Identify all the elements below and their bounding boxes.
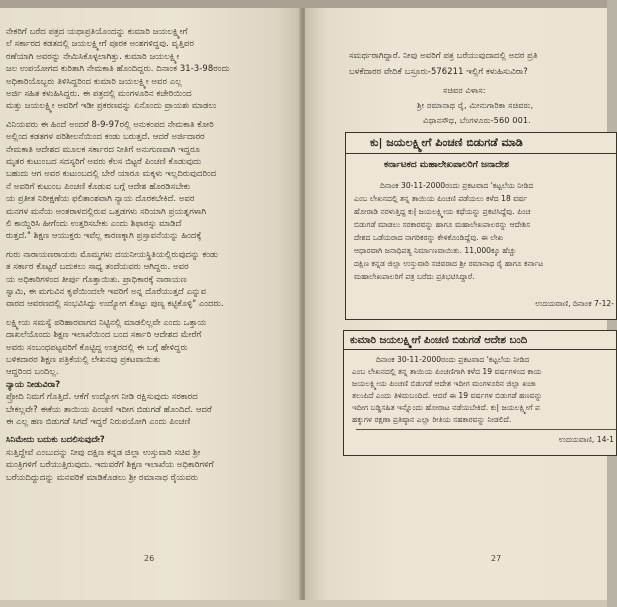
clipping-1-line: ಮಹಾಲೇಖಪಾಲರಿಗೆ ಪತ್ರ ಬರೆದು ಪ್ರತಿಭಟಿಸಿದ್ದಾರೆ. (354, 272, 475, 281)
body-text-line: ಮನಗಳ ಮನೆಯ ಅಂತರಾಳದಲ್ಲಿರುವ ಒತ್ತಡಗಳು ಸರಿಯಾಗಿ ಪ್ರಯತ್ನಗಳಾಗಿ (6, 205, 207, 216)
body-text-line: ವಾರದ ಆವರಣದಲ್ಲಿ ಸಂಭವಿಸಿದ್ದು ಉದ್ಯೋಗ ಕೊಟ್ಟು ಪುಣ್ಯ ಕಟ್ಟಿಕೊಳ್ಳಿ" ಎಂದರು. (6, 298, 224, 309)
address-place: ವಿಧಾನಸೌಧ, ಬೆಂಗಳೂರು-560 001. (423, 115, 531, 125)
body-text-line: ತ ಸರ್ಕಾರ ಕೊಟ್ಟರೆ ಬದುಕಲು ಸಾಧ್ಯ ತಂದೆಯವರು ಆಗಿದ್ದರು. ಅವರ (6, 261, 189, 272)
body-text-line: ಗುರು ನಾರಾಯಣರಾಯರು ಮೊಮ್ಮಗಳು ದಯನೀಯಸ್ಥಿತಿಯಲ್ಲಿರುವುದನ್ನು ಕಂಡು (6, 248, 218, 259)
body-text-line: ಪ್ರೋದಿ ನಿಮಗೆ ಗೊತ್ತಿದೆ. ಆಕೆಗೆ ಉದ್ಯೋಗ ನೀಡಿ ರಕ್ಷಿಸುವುದು ಸರಕಾರದ (6, 391, 198, 402)
clipping-2-source: ಉದಯವಾಣಿ, 14-1 (558, 435, 614, 444)
clipping-1-line: ಆಧಾರವಾಗಿ ಜನಾಧಿಪತ್ಯ ನಿರ್ಮಾಣವಾಯಿತು. 11,000ಕ್ಕೂ ಹೆಚ್ಚು (354, 246, 517, 255)
right-page-number: 27 (491, 554, 502, 563)
body-text-line: ದಾಖಲೆಯೊಂದು ಶಿಕ್ಷಣ ಇಲಾಖೆಯಿಂದ ಬಂದ ಸರ್ಕಾರಿ ಆದೇಶದ ಮೇರೆಗೆ (6, 329, 202, 340)
body-text-line: ನೇಮಕಾತಿ ಆದೇಶದ ಮೂಲಕ ಸರ್ಕಾರದ ನೀತಿಗೆ ಅನುಗುಣವಾಗಿ ಇದ್ದರೂ (6, 143, 200, 154)
clipping-1-line: ದೇಶದ ಒಡೆಯರಾದ ನಾಗರಿಕರನ್ನು ಕೇಳಿಕೊಂಡಿದ್ದೆವು. ಈ ಲೇಖ (354, 233, 504, 242)
clipping-1-line: ಹೋರಾಡಿ ನರಳುತ್ತಿದ್ದ ಕು| ಜಯಲಕ್ಷ್ಮೀಯ ಕಥೆಯನ್ನು ಪ್ರಕಟಿಸಿದ್ದೆವು. ಪಿಂಚ (354, 207, 531, 216)
clipping-2-line: ಇದೀಗ ಬಡ್ಡಿಸಹಿತ ಇನ್ನೊಂದು ಹೋರಾಟ ನಡೆಯಬೇಕಿದೆ. ಕು| ಜಯಲಕ್ಷ್ಮೀಗೆ ಪ (352, 403, 540, 412)
body-text-line: ಅರ್ಜಿ ಸಹಿತ ಕಳುಹಿಸಿದ್ದರು. ಈ ಪತ್ರದಲ್ಲಿ ಮಂಗಳೂರಿನ ಕಚೇರಿಯಿಂದ (6, 88, 192, 98)
body-text-line: ನೇಕರಿಗೆ ಬರೆದ ಪತ್ರದ ಯಥಾಪ್ರತಿಯೊಂದನ್ನು ಕುಮಾರಿ ಜಯಲಕ್ಷ್ಮೀಗೆ (6, 26, 188, 36)
body-text-line: ಅಲ್ಲಿಂದ ಕಡತಗಳ ಪರಿಶೀಲನೆಯಿಂದ ಕಂಡು ಬರುತ್ತದೆ. ಆದರೆ ಅರ್ಜಿದಾರರ (6, 131, 205, 142)
body-text-line: ಸ್ವಾಮಿ, ಈ ಮಗುವಿನ ಕೃಪೆಯಿಂದಲೇ ಇವರಿಗೆ ಅನ್ನ ದೊರೆಯುತ್ತದೆ ಎನ್ನುವ (6, 286, 207, 296)
news-clipping-1 (345, 132, 617, 320)
clipping-2-line: ಜಯಲಕ್ಷ್ಮೀಯ ಪಿಂಚಣಿ ಬಿಡುಗಡೆ ಆದೇಶ ಇದೀಗ ಮಂಗಳೂರಿನ ಜಿಲ್ಲಾ ಖಜಾ (352, 379, 536, 388)
body-text-line: ರಣೆಯಾಗಿ ಅವರನ್ನು ನೇಮಿಸಿಕೊಳ್ಳಲಾಗಿತ್ತು. ಕುಮಾರಿ ಜಯಲಕ್ಷ್ಮೀ (6, 50, 180, 61)
clipping-1-line: ಎಂಬ ಲೇಖನದಲ್ಲಿ ತನ್ನ ತಾಯಿಯ ಪಿಂಚಣಿ ಪಡೆಯಲು ಕಳೆದ 18 ವರ್ಷ (354, 194, 528, 203)
news-clipping-2 (343, 330, 617, 456)
clipping-2-line: ಹಕ್ಕುಗಳ ರಕ್ಷಣಾ ಪ್ರತಿಷ್ಠಾನ ಎಲ್ಲಾ ರೀತಿಯ ಸಹಕಾರವನ್ನು ನೀಡಲಿದೆ. (352, 415, 512, 424)
body-text-line: ಬಹುದು ಆಗ ಅವರ ಕುಟುಂಬದಲ್ಲಿ ಬೇರೆ ಯಾರೂ ಮಕ್ಕಳು ಇಲ್ಲದಿರುವುದರಿಂದ (6, 168, 217, 179)
body-text-line: ವಿನಿಯವರು ಈ ಹಿಂದೆ ಅಂದರೆ 8-9-97ರಲ್ಲಿ ಅನುಕಂಪದ ನೇಮಕಾತಿ ಕೋರಿ (6, 118, 214, 129)
body-text-line: ಸಿನಿಮೇದು ಬದುಕು ಬದಲಿಸುವುದೇ? (6, 434, 105, 445)
clipping-1-headline: ಕು| ಜಯಲಕ್ಷ್ಮೀಗೆ ಪಿಂಚಣಿ ಬಿಡುಗಡೆ ಮಾಡಿ (346, 133, 616, 154)
address-name: ಶ್ರೀ ರಮಾನಾಥ ರೈ, ಮೀನುಗಾರಿಕಾ ಸಚಿವರು, (417, 100, 534, 110)
clipping-2-line: ಎಂಬ ಲೇಖನದಲ್ಲಿ ತನ್ನ ತಾಯಿಯ ಪಿಂಚಣಿಗಾಗಿ ಕಳೆದ 19 ವರ್ಷಗಳಿಂದ ಕಾಯ (352, 367, 542, 376)
body-text-line: ರುತ್ತದೆ." ಶಿಕ್ಷಣ ಆಯುಕ್ತರು ಇವೆಲ್ಲ ಕಾರಣಕ್ಕಾಗಿ ಪ್ರಸ್ತಾವನೆಯನ್ನು ಹಿಂದಕ್ಕೆ (6, 230, 202, 241)
body-text-line: ಜಲ ಉಪಯೋಗದ ಕುರಿತಾಗಿ ನೇಮಕಾತಿ ಹೊಂದಿದ್ದರು. ದಿನಾಂಕ 31-3-98ರಂದು (6, 63, 230, 74)
body-text-line: ಮತ್ತು ಜಯಲಕ್ಷ್ಮೀ ಅವರಿಗೆ ಇಡೀ ಪ್ರಕರಣವನ್ನು ಏನೊಂದು ಪ್ರಾಯಶಃ ಮಾಡಲು (6, 100, 217, 111)
clipping-2-headline: ಕುಮಾರಿ ಜಯಲಕ್ಷ್ಮೀಗೆ ಪಿಂಚಣಿ ಬಿಡುಗಡೆ ಆದೇಶ ಬಂದಿ (344, 331, 616, 350)
body-text-line: ಬಳಿಕದಾರರ ಶಿಕ್ಷಣ ಪತ್ರಿಕೆಯಲ್ಲಿ ಲೇಖನವು ಪ್ರಕಟವಾಯಿತು (6, 354, 161, 364)
body-text-line: ನೆ ಅವರಿಗೆ ಕುಟುಂಬ ಪಿಂಚಣಿ ಕೊಡುವ ಬಗ್ಗೆ ಆದೇಶ ಹೊರಡಿಸಬೇಕು (6, 180, 191, 191)
left-page (0, 8, 301, 600)
clipping-1-subheadline: ಕರ್ನಾಟಕದ ಮಹಾಲೇಖಪಾಲರಿಗೆ ಜನಾದೇಶ (384, 160, 509, 170)
address-label: ಸಚಿವರ ವಿಳಾಸ: (443, 85, 486, 95)
body-text-line: ಬರೆಯದಿದ್ದುದನ್ನು ಮನವರಿಕೆ ಮಾಡಿಕೊಡಲು ಶ್ರೀ ರಮಾನಾಥ ರೈಯವರು (6, 471, 199, 482)
clipping-1-source: ಉದಯವಾಣಿ, ದಿನಾಂಕ 7-12- (535, 299, 614, 308)
clipping-1-line: ದಿನಾಂಕ 30-11-2000ರಂದು ಪ್ರಕಟವಾದ 'ಕಟ್ಟಲೆಯ ನೀಡಿದ (380, 181, 534, 190)
intro-line: ಬಳಕೆದಾರರ ವೇದಿಕೆ ಬಸ್ರೂರು-576211 ಇಲ್ಲಿಗೆ ಕಳುಹಿಸುವಿರಾ? (349, 66, 528, 76)
body-text-line: ಯ ಅಧಿಕಾರಿಗಳಿಂದ ತೀರ್ಪು ಗೊತ್ತಾಯಿತು. ಪ್ರಾಧಿಕಾರಕ್ಕೆ ನಾರಾಯಣ (6, 273, 187, 284)
clipping-2-line: ದಿನಾಂಕ 30-11-2000ರಂದು ಪ್ರಕಟವಾದ 'ಕಟ್ಟಲೆಯ ನೀಡಿದ (376, 355, 530, 364)
body-text-line: ಲಕ್ಷ್ಮೀಯ ಸಮಸ್ಯೆ ಪರಿಹಾರವಾಗದ ನಿಟ್ಟಿನಲ್ಲಿ ಮಾಡಲಿಲ್ಲವೇ ಎಂದು ಒತ್ತಾಯ (6, 316, 207, 327)
body-text-line: ಅಧಿಕಾರಿಯೊಬ್ಬರು ತಿಳಿಸಿದ್ದರಿಂದ ಕುಮಾರಿ ಜಯಲಕ್ಷ್ಮೀ ಅವರ ಎಲ್ಲ (6, 75, 182, 86)
body-text-line: ಮೃತರ ಕುಟುಂಬದ ಸದಸ್ಯರಿಗೆ ಅವರು ಕೆಲಸ ಬಿಟ್ಟರೆ ಪಿಂಚಣಿ ಕೊಡುವುದು (6, 156, 202, 166)
clipping-2-divider (356, 429, 616, 430)
clipping-1-line: ದಕ್ಷಿಣ ಕನ್ನಡ ಜಿಲ್ಲಾ ಉಸ್ತುವಾರಿ ಸಚಿವರಾದ ಶ್ರೀ ರಮಾನಾಥ ರೈ ಹಾಗೂ ಕರ್ನಾಟ (354, 259, 544, 268)
intro-line: ಸಮರ್ಥರಾಗಿದ್ದಾರೆ. ನೀವು ಅವರಿಗೆ ಪತ್ರ ಬರೆಯುವುದಾದಲ್ಲಿ ಅದರ ಪ್ರತಿ (349, 50, 538, 60)
body-text-line: ಲಿ ಕಾಯ್ದಿರಿಸಿ ಹೀಗೆಂದು ಉತ್ತರಿಸಬೇಕು ಎಂದು ಶಿಫಾರಸ್ಸು ಮಾಡಿದೆ (6, 218, 182, 228)
body-text-line: ಲೆ ಸರ್ಕಾರದ ಕಡತದಲ್ಲಿ ಜಯಲಕ್ಷ್ಮೀಗೆ ಪೂರಕ ಅಂಶಗಳಿದ್ದವು. ವೃತ್ತಿಪರ (6, 38, 194, 49)
body-text-line: ಅವರು ಸಂಬಂಧಪಟ್ಟವರಿಗೆ ಕೊಟ್ಟಿದ್ದ ಉತ್ತರದಲ್ಲಿ ಈ ಬಗ್ಗೆ ಹೇಳಿದ್ದರು (6, 341, 188, 352)
body-text-line: ಯ ಪ್ರತೀತ ನಿರೀಕ್ಷಣೆಯ ಫಲಿತಾಂಶವಾಗಿ ನ್ಯಾಯ ದೊರಕಬೇಕಿದೆ. ಅವರ (6, 193, 195, 204)
body-text-line: ಮಂತ್ರಿಗಳಿಗೆ ಬರೆಯುತ್ತಿರುವುದು. ಇದುವರೆಗೆ ಶಿಕ್ಷಣ ಇಲಾಖೆಯ ಅಧಿಕಾರಿಗಳಿಗೆ (6, 459, 214, 470)
clipping-2-line: ತಲುಪಿದೆ ಎಂದು ತಿಳಿದುಬಂದಿದೆ. ಆದರೆ ಈ 19 ವರ್ಷಗಳ ಬಿಡುಗಡೆ ಹಣವನ್ನು (352, 391, 543, 400)
body-text-line: ಆದ್ದರಿಂದ ಬಂದಿಲ್ಲ. (6, 366, 59, 377)
left-page-number: 26 (144, 554, 155, 563)
body-text-line: ಈ ಎಲ್ಲ ಹಣ ಬಿಡುಗಡೆ ಸಿಗದೆ ಇದ್ದರೆ ನಿರುಪಯೋಗಿ ಎಂದು ಪಿಂಚಣಿ (6, 416, 191, 426)
body-text-line: ನ್ಯಾಯ ನೀಡುವಿರಾ? (6, 378, 61, 389)
body-text-line: ಬೇಕಲ್ಲವೇ? ಈಕೆಯ ತಾಯಿಯ ಪಿಂಚಣಿ ಇದೀಗ ಬಿಡುಗಡೆ ಹೊಂದಿದೆ. ಆದರೆ (6, 403, 212, 414)
clipping-1-line: ಬಿಡುಗಡೆ ಮಾಡಲು ಸರಕಾರವನ್ನು ಹಾಗೂ ಮಹಾಲೇಖಪಾಲರನ್ನು ಆದೇಶಿಸ (354, 220, 531, 229)
body-text-line: ಸುತ್ತಿದ್ದೇವೆ ಎಂಬುದನ್ನು ನೀವು ದಕ್ಷಿಣ ಕನ್ನಡ ಜಿಲ್ಲಾ ಉಸ್ತುವಾರಿ ಸಚಿವ ಶ್ರೀ (6, 446, 201, 457)
right-page (305, 8, 614, 600)
